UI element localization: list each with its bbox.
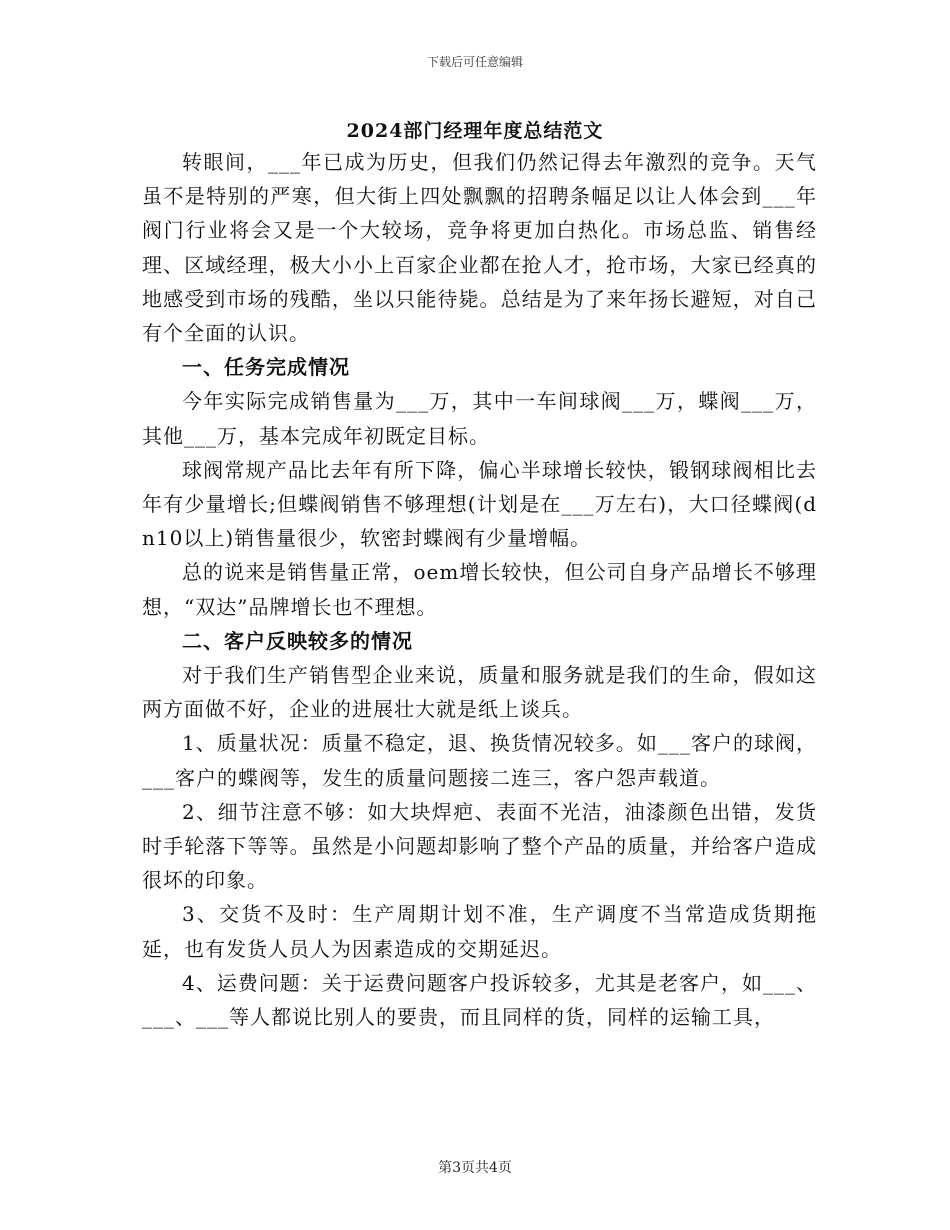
intro-paragraph: 转眼间，___年已成为历史，但我们仍然记得去年激烈的竞争。天气虽不是特别的严寒，但大街上四处飘飘的招聘条幅足以让人体会到___年阀门行业将会又是一个大较场，竞争将更加白热化。市场总监、销售经理、区域经理，极大小小上百家企业都在抢人才，抢市场，大家已经真的地感受到市场的残酷，坐以只能待毙。总结是为了来年扬长避短，对自己有个全面的认识。 [142,150,817,346]
document-body [142,145,817,1034]
paragraph-quality-and-service: 对于我们生产销售型企业来说，质量和服务就是我们的生命，假如这两方面做不好，企业的进展壮大就是纸上谈兵。 [142,663,817,722]
section-heading-customer-feedback: 二、客户反映较多的情况 [182,628,413,653]
paragraph-late-delivery: 3、交货不及时：生产周期计划不准，生产调度不当常造成货期拖延，也有发货人员人为因素造成的交期延迟。 [142,902,817,961]
page-number: 第3页共4页 [438,1160,512,1176]
paragraph-freight-issues: 4、运费问题：关于运费问题客户投诉较多，尤其是老客户，如___、___、___等人都说比别人的要贵，而且同样的货，同样的运输工具， [142,970,817,1030]
page-header-note: 下载后可任意编辑 [426,55,523,69]
paragraph-detail-attention: 2、细节注意不够：如大块焊疤、表面不光洁，油漆颜色出错，发货时手轮落下等等。虽然是小问题却影响了整个产品的质量，并给客户造成很坏的印象。 [142,799,817,893]
paragraph-quality-status: 1、质量状况：质量不稳定，退、换货情况较多。如___客户的球阀，___客户的蝶阀等，发生的质量问题接二连三，客户怨声载道。 [142,731,817,790]
paragraph-sales-volume: 今年实际完成销售量为___万，其中一车间球阀___万，蝶阀___万，其他___万，基本完成年初既定目标。 [142,389,817,448]
paragraph-sales-summary: 总的说来是销售量正常，oem增长较快，但公司自身产品增长不够理想，“双达”品牌增长也不理想。 [142,560,817,619]
section-heading-task-completion: 一、任务完成情况 [182,355,350,380]
document-title: 2024部门经理年度总结范文 [346,120,604,142]
paragraph-ball-valve-trend: 球阀常规产品比去年有所下降，偏心半球增长较快，锻钢球阀相比去年有少量增长;但蝶阀销售不够理想(计划是在___万左右)，大口径蝶阀(dn10以上)销售量很少，软密封蝶阀有少量增幅。 [142,457,817,551]
